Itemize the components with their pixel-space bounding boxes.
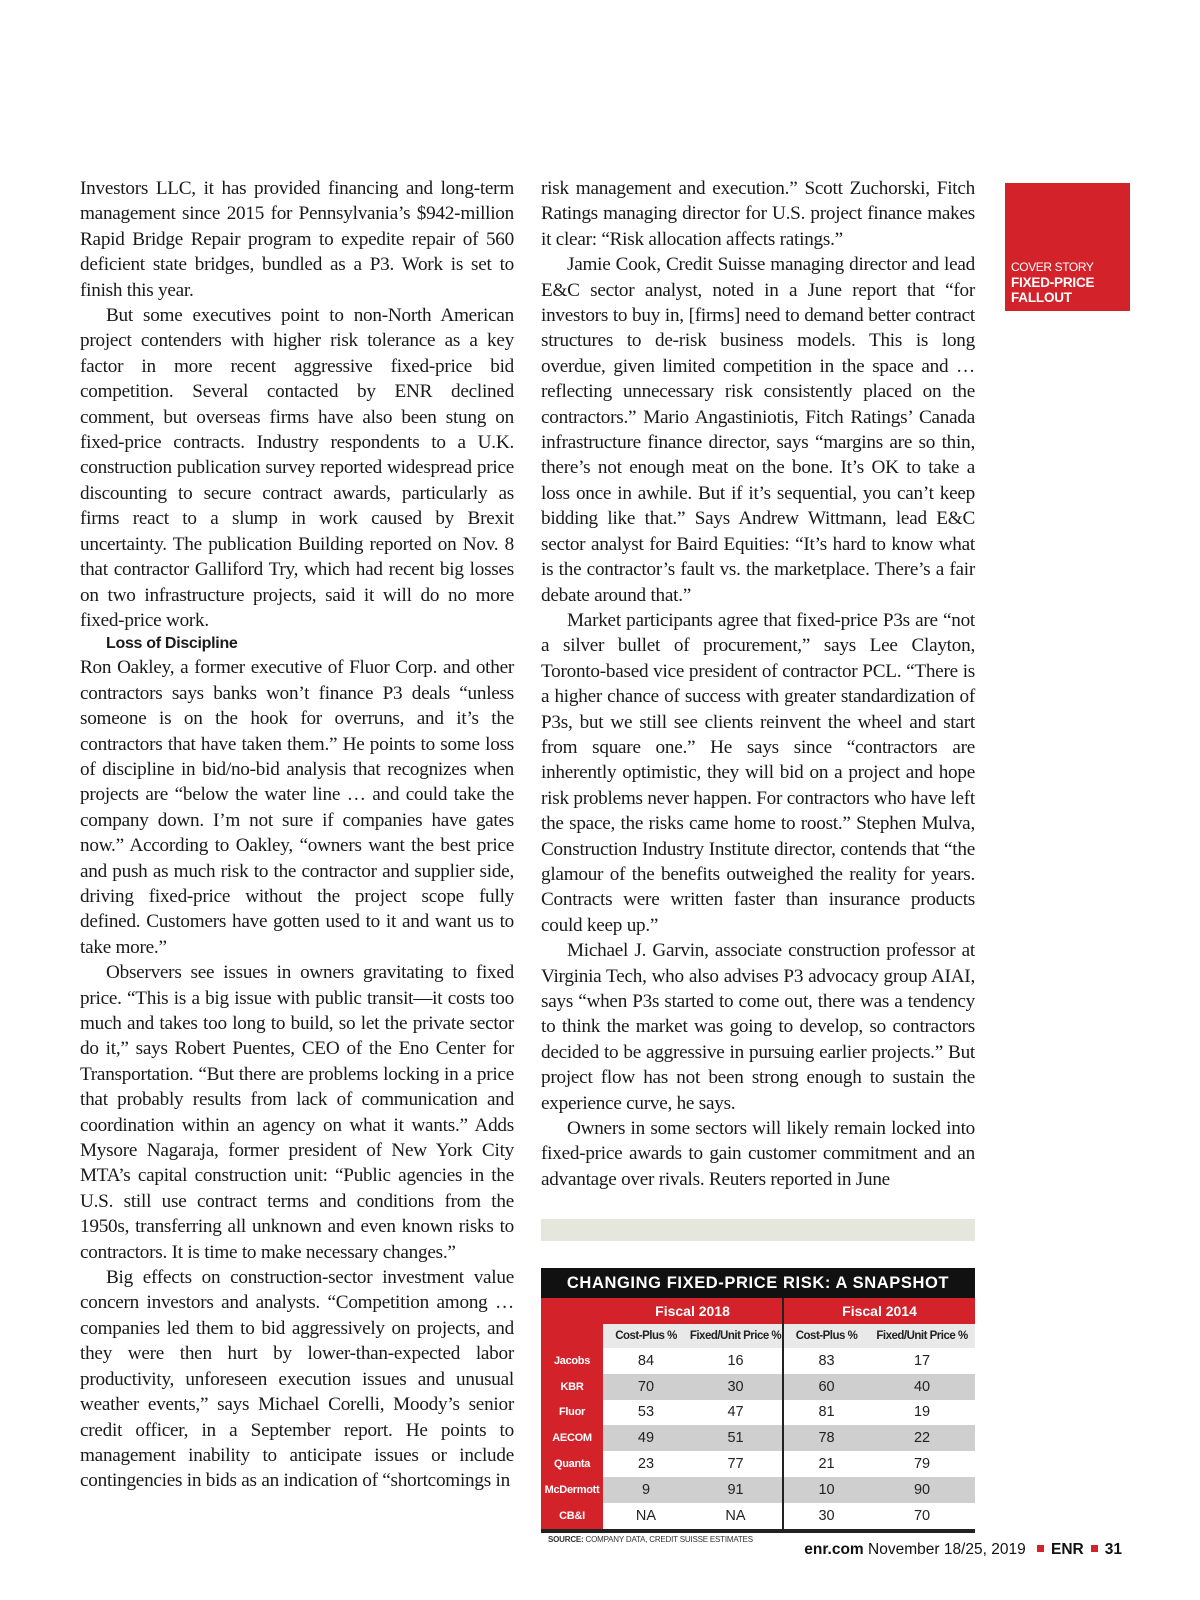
table-cell: 16 (727, 1352, 744, 1369)
column-header: Fixed/Unit Price % (869, 1324, 975, 1348)
paragraph: But some executives point to non-North American project contenders with higher risk tolerance as a key factor in more recent aggressive fixed-price bid competition. Several contacted by ENR declined comment, but overseas firms have also been stung on fixed-price contracts. Industry respondents to a U.K. construction publication survey reported widespread price discounting to secure contract awards, particularly as firms react to a slump in work caused by Brexit uncertainty. The publication Building reported on Nov. 8 that contractor Galliford Try, which had recent big losses on two infrastructure projects, said it will do no more fixed-price work. (80, 305, 514, 631)
source-text: COMPANY DATA, CREDIT SUISSE ESTIMATES (585, 1535, 753, 1544)
table-cell: 70 (603, 1374, 689, 1400)
table-cell: 21 (783, 1451, 869, 1477)
table-cell: 22 (869, 1425, 975, 1451)
divider-band (541, 1219, 975, 1241)
section-kicker: COVER STORY (1011, 260, 1094, 274)
paragraph: Ron Oakley, a former executive of Fluor Corp. and other contractors says banks won’t finance P3 deals “unless someone is on the hook for overruns, and it’s the contractors that have taken them.” He points to some loss of discipline in bid/no-bid analysis that recognizes when projects are “below the water line … and could take the company down. I’m not sure if companies have gates now.” According to Oakley, “owners want the best price and push as much risk to the contractor and supplier side, driving fixed-price without the project scope fully defined. Customers have gotten used to it and want us to take more.” (80, 657, 514, 958)
table-cell: 84 (637, 1352, 655, 1369)
table-body (541, 1348, 975, 1529)
table-cell: 19 (913, 1404, 931, 1421)
table-cell: 51 (689, 1425, 783, 1451)
row-label: AECOM (541, 1425, 603, 1451)
section-title (1011, 275, 1094, 305)
table-title: CHANGING FIXED-PRICE RISK: A SNAPSHOT (541, 1268, 975, 1298)
table-row (541, 1425, 975, 1451)
table-cell: 23 (637, 1456, 655, 1473)
table-cell: 91 (689, 1477, 783, 1503)
section-tab (1005, 183, 1130, 311)
table-cell: 30 (783, 1503, 869, 1529)
paragraph: Jamie Cook, Credit Suisse managing director and lead E&C sector analyst, noted in a June report that “for investors to buy in, [firms] need to demand better contract structures to de-risk business models. This is long overdue, given limited competition in the space and … reflecting unnecessary risk consistently placed on the contractors.” Mario Angastiniotis, Fitch Ratings’ Canada infrastructure finance director, says “margins are so thin, there’s not enough meat on the bone. It’s OK to take a loss once in awhile. But if it’s sequential, you can’t keep bidding like that.” Says Andrew Wittmann, lead E&C sector analyst for Baird Equities: “It’s hard to know what is the contractor’s fault vs. the marketplace. There’s a fair debate around that.” (541, 254, 975, 606)
table-cell: 40 (869, 1374, 975, 1400)
table-cell: 79 (913, 1456, 931, 1473)
row-label: Quanta (541, 1451, 603, 1477)
table-cell: NA (725, 1507, 746, 1524)
row-label: CB&I (541, 1503, 603, 1529)
table-row (541, 1374, 975, 1400)
paragraph: risk management and execution.” Scott Zuchorski, Fitch Ratings managing director for U.S. project finance makes it clear: “Risk allocation affects ratings.” (541, 178, 975, 250)
square-bullet-icon (1091, 1545, 1098, 1552)
row-label: Fluor (541, 1400, 603, 1426)
page-footer (804, 1541, 1122, 1563)
table-source (548, 1535, 753, 1544)
table-row (541, 1451, 975, 1477)
column-header: Fixed/Unit Price % (689, 1324, 783, 1348)
source-label: SOURCE: (548, 1535, 584, 1544)
section-title-line: FIXED-PRICE (1011, 275, 1095, 290)
footer-site: enr.com (804, 1541, 864, 1558)
section-title-line: FALLOUT (1011, 290, 1072, 305)
column-header: Cost-Plus % (603, 1324, 689, 1348)
paragraph: Market participants agree that fixed-price P3s are “not a silver bullet of procurement,” says Lee Clayton, Toronto-based vice president of contractor PCL. “There is a higher chance of success with greater standardization of P3s, but we still see clients reinvent the wheel and start from square one.” He says since “contractors are inherently optimistic, they will bid on a project and hope risk problems never happen. For contractors who have left the space, the risks came home to roost.” Stephen Mulva, Construction Industry Institute director, contends that “the glamour of the benefits outweighed the reality for years. Contracts were written faster than insurance products could keep up.” (541, 609, 975, 936)
paragraph: Big effects on construction-sector investment value concern investors and analysts. “Competition among … companies led them to bid aggressively on projects, and they were then hurt by lower-than-expected labor productivity, unforeseen execution issues and unusual weather events,” says Michael Corelli, Moody’s senior credit officer, in a September report. He points to management inability to anticipate issues or include contingencies in bids as an indication of “shortcomings in (80, 1267, 514, 1492)
paragraph: Investors LLC, it has provided financing and long-term management since 2015 for Pennsylvania’s $942-million Rapid Bridge Repair program to expedite repair of 560 deficient state bridges, bundled as a P3. Work is set to finish this year. (80, 178, 514, 301)
footer-brand: ENR (1051, 1541, 1084, 1558)
square-bullet-icon (1037, 1545, 1044, 1552)
footer-date: November 18/25, 2019 (868, 1541, 1026, 1558)
table-cell: 78 (783, 1425, 869, 1451)
table-cell: NA (635, 1507, 657, 1524)
snapshot-table (541, 1298, 975, 1533)
table-cell: 47 (727, 1404, 744, 1421)
subheading: Loss of Discipline (106, 635, 238, 653)
table-cell: 83 (783, 1348, 869, 1374)
paragraph: Michael J. Garvin, associate construction professor at Virginia Tech, who also advises P3 advocacy group AIAI, says “when P3s started to come out, there was a tendency to think the market was going to develop, so contractors decided to be aggressive in pursuing earlier projects.” But project flow has not been strong enough to sustain the experience curve, he says. (541, 940, 975, 1114)
table-cell: 60 (783, 1374, 869, 1400)
table-cell: 70 (913, 1507, 931, 1524)
group-header: Fiscal 2014 (783, 1298, 975, 1324)
data-table (541, 1268, 975, 1533)
right-column (541, 176, 975, 1192)
row-label: Jacobs (541, 1348, 603, 1374)
group-header: Fiscal 2018 (603, 1298, 783, 1324)
group-header-row (541, 1298, 975, 1324)
table-cell: 10 (783, 1477, 869, 1503)
paragraph: Owners in some sectors will likely remain locked into fixed-price awards to gain customer commitment and an advantage over rivals. Reuters reported in June (541, 1118, 975, 1190)
table-row (541, 1503, 975, 1529)
corner-cell (541, 1324, 603, 1348)
page-number: 31 (1104, 1541, 1122, 1558)
column-header-row (541, 1324, 975, 1348)
table-row (541, 1348, 975, 1374)
row-label: McDermott (541, 1477, 603, 1503)
table-cell: 17 (913, 1352, 931, 1369)
table-cell: 49 (603, 1425, 689, 1451)
column-header: Cost-Plus % (783, 1324, 869, 1348)
corner-cell (541, 1298, 603, 1324)
table-cell: 77 (727, 1456, 744, 1473)
table-row (541, 1400, 975, 1426)
table-cell: 9 (603, 1477, 689, 1503)
table-cell: 81 (783, 1400, 869, 1426)
table-cell: 30 (689, 1374, 783, 1400)
table-cell: 53 (637, 1404, 655, 1421)
row-label: KBR (541, 1374, 603, 1400)
table-row (541, 1477, 975, 1503)
table-bottom-rule (541, 1529, 975, 1533)
table-cell: 90 (869, 1477, 975, 1503)
left-column (80, 176, 514, 1494)
paragraph: Observers see issues in owners gravitating to fixed price. “This is a big issue with public transit—it costs too much and takes too long to build, so let the private sector do it,” says Robert Puentes, CEO of the Eno Center for Transportation. “But there are problems locking in a price that probably results from lack of communication and coordination within an agency on what it wants.” Adds Mysore Nagaraja, former president of New York City MTA’s capital construction unit: “Public agencies in the U.S. still use contract terms and conditions from the 1950s, transferring all unknown and even known risks to contractors. It is time to make necessary changes.” (80, 962, 514, 1263)
